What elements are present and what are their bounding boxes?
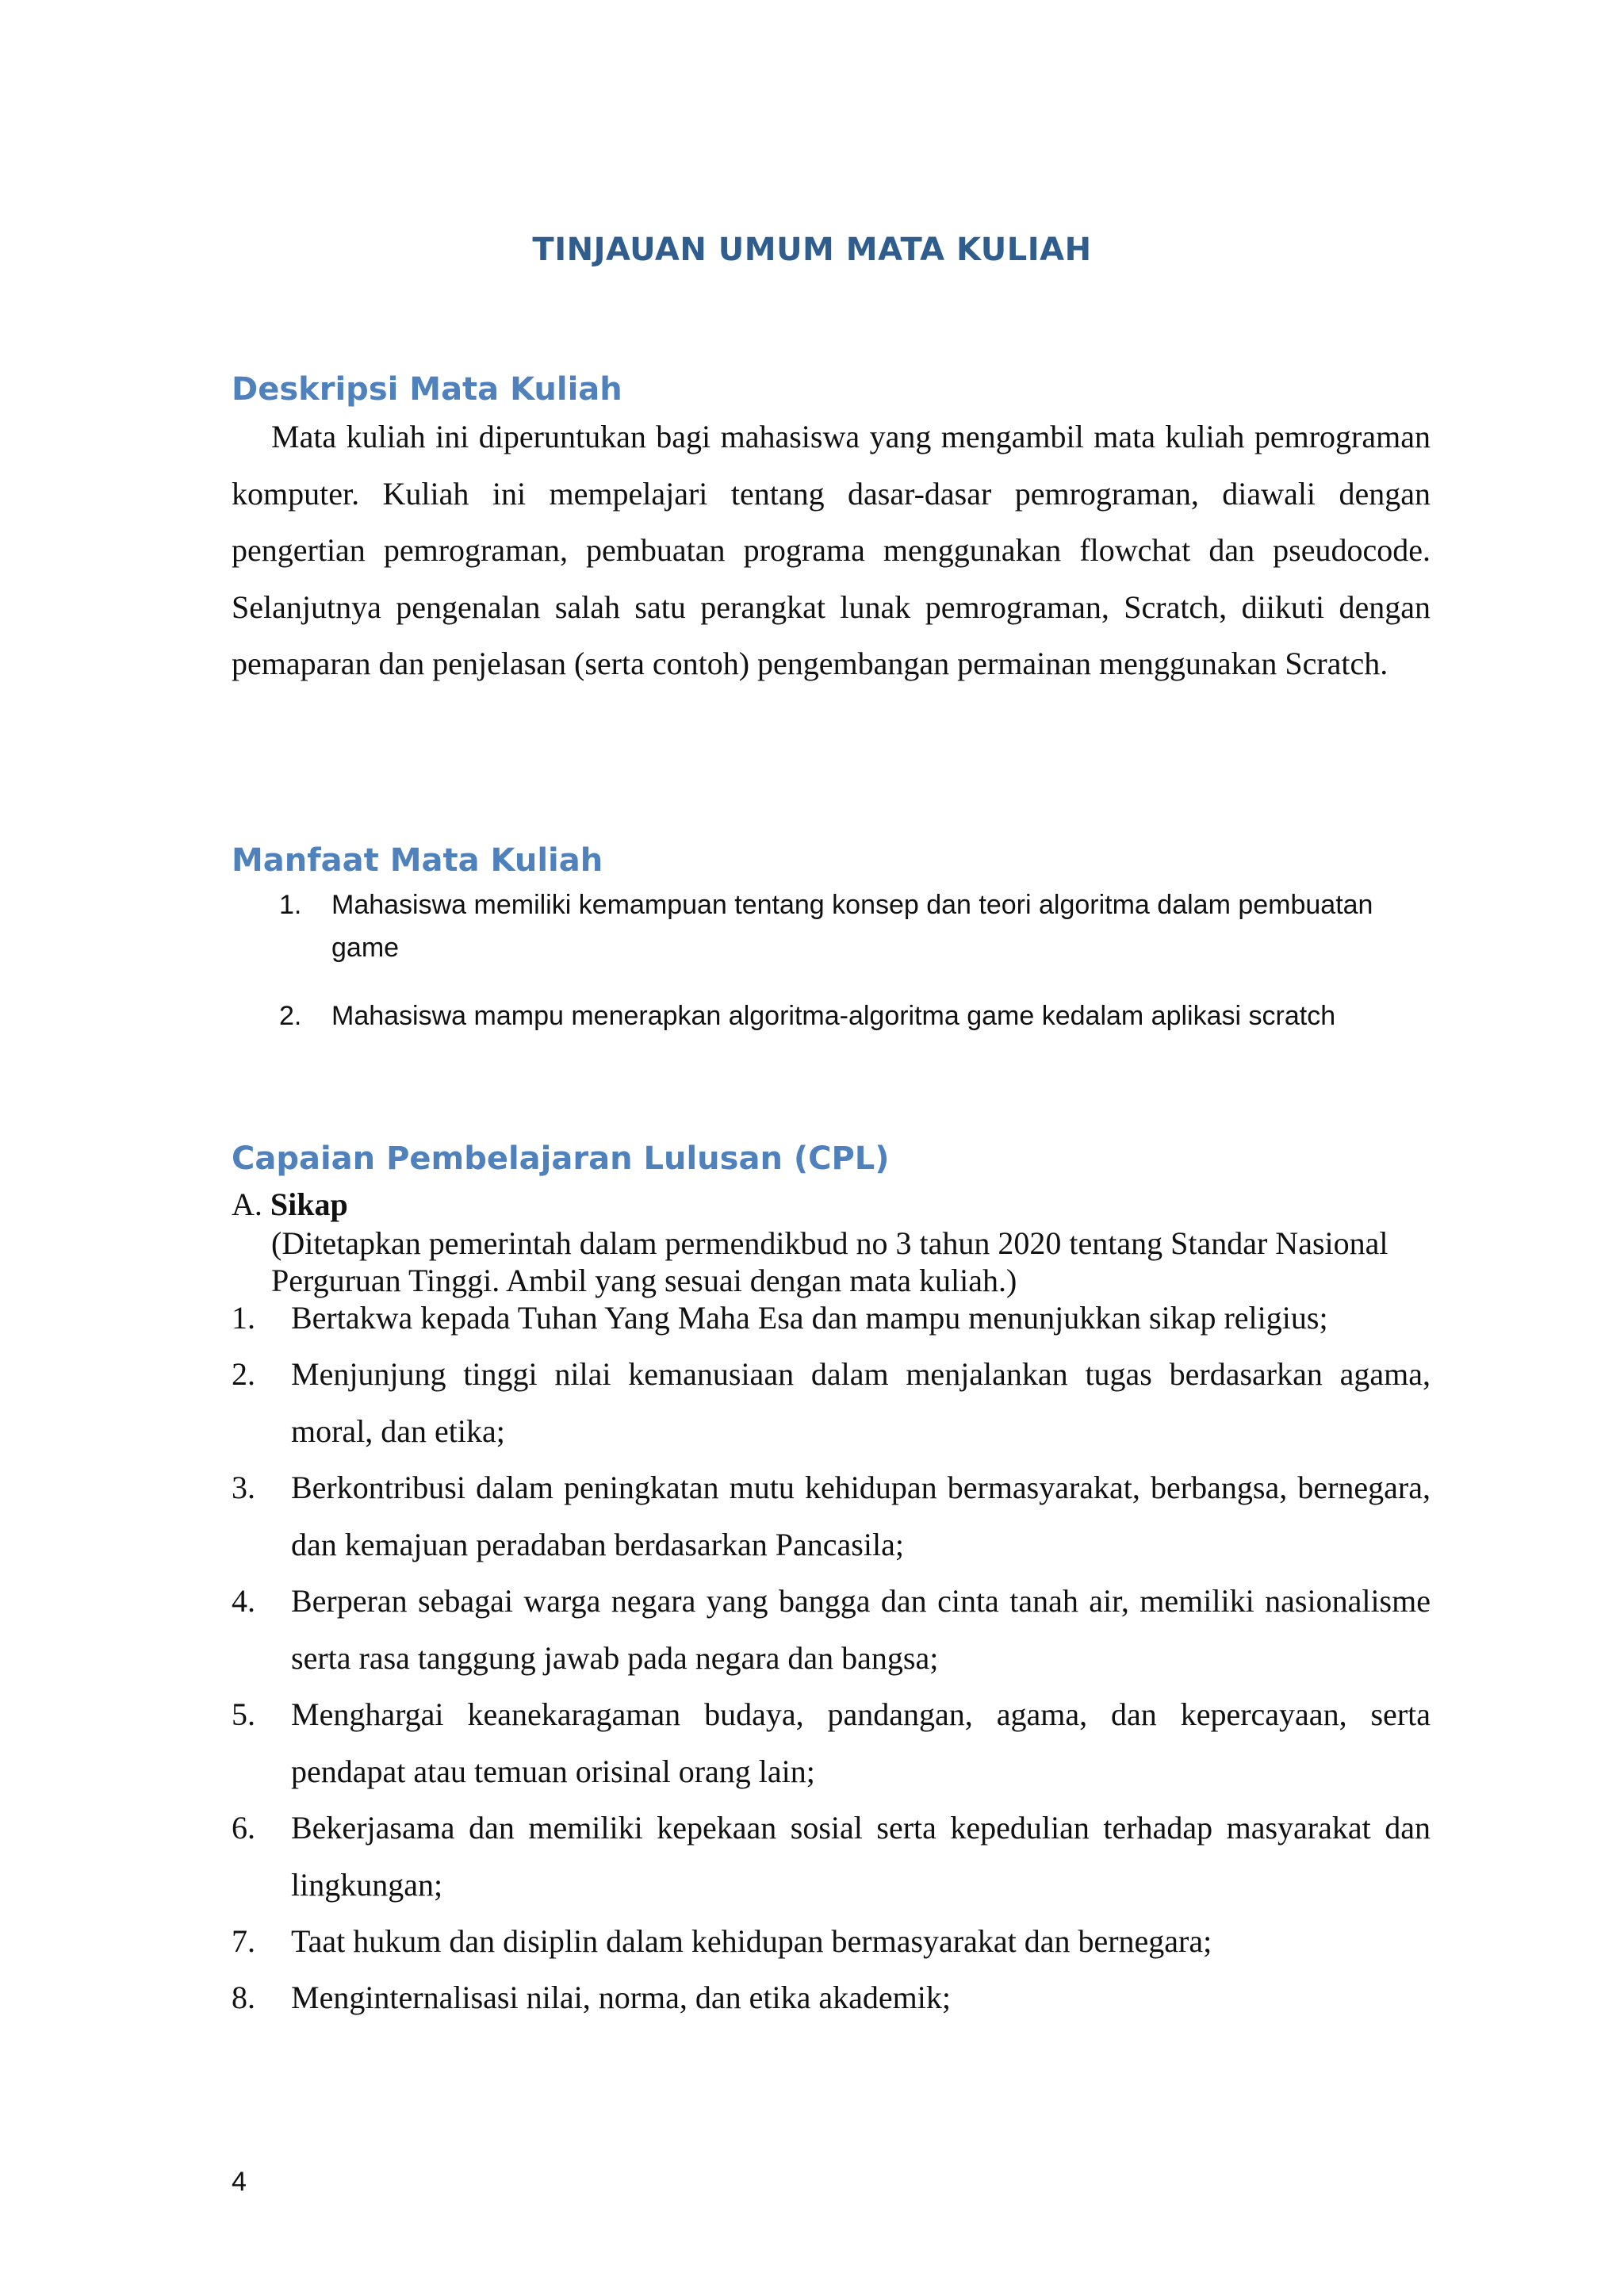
list-text: Mahasiswa memiliki kemampuan tentang konsep dan teori algoritma dalam pembuatan game [331, 890, 1373, 963]
cpl-heading: Capaian Pembelajaran Lulusan (CPL) [232, 1140, 890, 1177]
sikap-heading [232, 1186, 348, 1223]
list-text: Menghargai keanekaragaman budaya, pandangan, agama, dan kepercayaan, serta pendapat atau temuan orisinal orang lain; [291, 1696, 1431, 1789]
list-text: Berperan sebagai warga negara yang bangga dan cinta tanah air, memiliki nasionalisme serta rasa tanggung jawab pada negara dan bangsa; [291, 1583, 1431, 1676]
section-letter: A. [232, 1186, 262, 1222]
list-number: 2. [279, 1001, 302, 1031]
cpl-list-item [232, 1686, 1431, 1800]
cpl-list-item [232, 1346, 1431, 1459]
cpl-list-item [232, 1913, 1431, 1970]
list-text: Bertakwa kepada Tuhan Yang Maha Esa dan mampu menunjukkan sikap religius; [291, 1300, 1328, 1336]
list-number: 8. [232, 1980, 255, 2015]
list-text: Berkontribusi dalam peningkatan mutu kehidupan bermasyarakat, berbangsa, bernegara, dan kemajuan peradaban berdasarkan Pancasila; [291, 1470, 1431, 1562]
cpl-list-item [232, 1969, 1431, 2026]
manfaat-heading: Manfaat Mata Kuliah [232, 842, 603, 879]
sikap-note: (Ditetapkan pemerintah dalam permendikbud no 3 tahun 2020 tentang Standar Nasional Perguruan Tinggi. Ambil yang sesuai dengan mata kuliah.) [271, 1225, 1388, 1298]
cpl-list-item [232, 1459, 1431, 1573]
section-title: Sikap [270, 1186, 348, 1222]
list-number: 3. [232, 1470, 255, 1505]
manfaat-list-item [279, 995, 1431, 1037]
list-text: Taat hukum dan disiplin dalam kehidupan bermasyarakat dan bernegara; [291, 1923, 1212, 1959]
list-number: 1. [232, 1300, 255, 1336]
cpl-list-item [232, 1290, 1431, 1347]
list-number: 4. [232, 1583, 255, 1619]
deskripsi-heading: Deskripsi Mata Kuliah [232, 371, 622, 408]
cpl-list-item [232, 1800, 1431, 1913]
list-text: Menjunjung tinggi nilai kemanusiaan dalam menjalankan tugas berdasarkan agama, moral, dan etika; [291, 1356, 1431, 1449]
list-number: 1. [279, 890, 302, 920]
cpl-list-item [232, 1573, 1431, 1686]
list-number: 6. [232, 1810, 255, 1846]
list-number: 5. [232, 1696, 255, 1732]
page-title: TINJAUAN UMUM MATA KULIAH [532, 232, 1092, 268]
manfaat-list-item [279, 884, 1431, 969]
list-number: 7. [232, 1923, 255, 1959]
list-text: Mahasiswa mampu menerapkan algoritma-algoritma game kedalam aplikasi scratch [331, 1001, 1336, 1031]
deskripsi-paragraph: Mata kuliah ini diperuntukan bagi mahasiswa yang mengambil mata kuliah pemrograman komputer. Kuliah ini mempelajari tentang dasar-dasar pemrograman, diawali dengan pengertian pemrograman, pembuatan programa menggunakan flowchat dan pseudocode. Selanjutnya pengenalan salah satu perangkat lunak pemrograman, Scratch, diikuti dengan pemaparan dan penjelasan (serta contoh) pengembangan permainan menggunakan Scratch. [232, 419, 1431, 681]
list-text: Menginternalisasi nilai, norma, dan etika akademik; [291, 1980, 951, 2015]
page-number: 4 [232, 2167, 247, 2197]
list-number: 2. [232, 1356, 255, 1392]
list-text: Bekerjasama dan memiliki kepekaan sosial serta kepedulian terhadap masyarakat dan lingkungan; [291, 1810, 1431, 1903]
